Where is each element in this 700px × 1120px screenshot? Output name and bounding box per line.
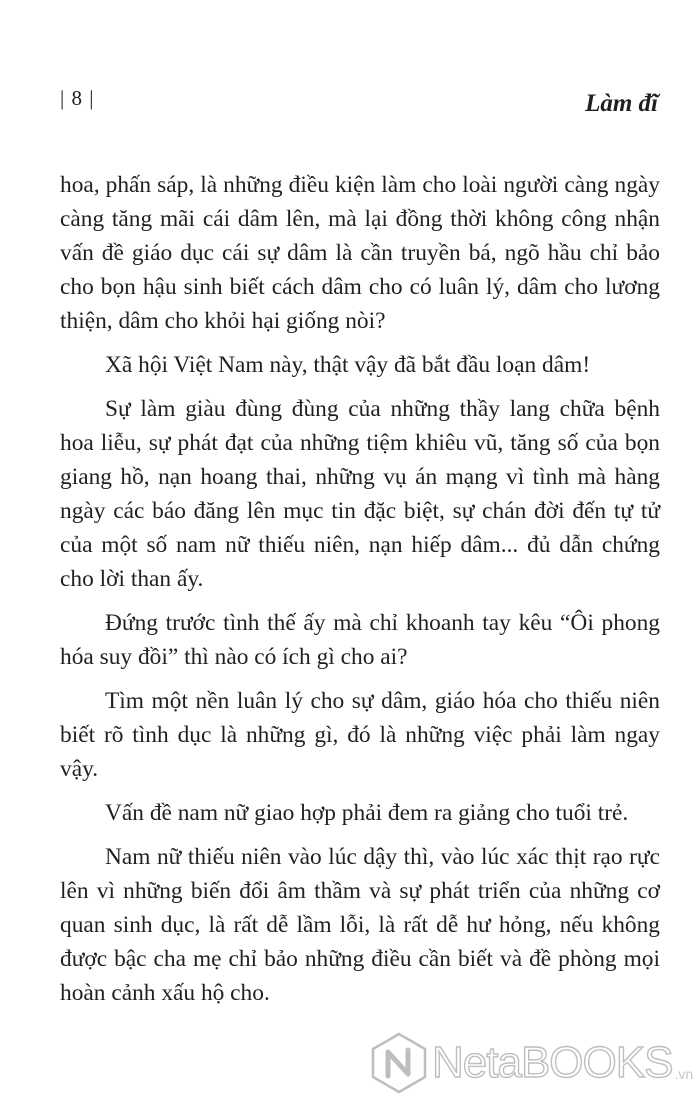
- body-text: [60, 168, 660, 1020]
- netabooks-logo-icon: [370, 1032, 428, 1094]
- running-title: Làm đĩ: [585, 90, 658, 117]
- paragraph: hoa, phấn sáp, là những điều kiện làm cho loài người càng ngày càng tăng mãi cái dâm lên, mà lại đồng thời không công nhận vấn đề giáo dục cái sự dâm là cần truyền bá, ngõ hầu chỉ bảo cho bọn hậu sinh biết cách dâm cho có luân lý, dâm cho lương thiện, dâm cho khỏi hại giống nòi?: [60, 172, 660, 334]
- paragraph: Tìm một nền luân lý cho sự dâm, giáo hóa cho thiếu niên biết rõ tình dục là những gì, đó là những việc phải làm ngay vậy.: [60, 688, 660, 782]
- watermark-brand: NetaBOOKS: [432, 1038, 673, 1087]
- paragraph: Vấn đề nam nữ giao hợp phải đem ra giảng cho tuổi trẻ.: [105, 800, 629, 826]
- paragraph: Sự làm giàu đùng đùng của những thầy lang chữa bệnh hoa liễu, sự phát đạt của những tiệm khiêu vũ, tăng số của bọn giang hồ, nạn hoang thai, những vụ án mạng vì tình mà hàng ngày các báo đăng lên mục tin đặc biệt, sự chán đời đến tự tử của một số nam nữ thiếu niên, nạn hiếp dâm... đủ dẫn chứng cho lời than ấy.: [60, 396, 660, 592]
- paragraph: Nam nữ thiếu niên vào lúc dậy thì, vào lúc xác thịt rạo rực lên vì những biến đổi âm thầm và sự phát triển của những cơ quan sinh dục, là rất dễ lầm lỗi, là rất dễ hư hỏng, nếu không được bậc cha mẹ chỉ bảo những điều cần biết và đề phòng mọi hoàn cảnh xấu hộ cho.: [60, 844, 660, 1006]
- watermark-suffix: .vn: [674, 1066, 694, 1082]
- page-number: | 8 |: [60, 86, 95, 110]
- paragraph: Đứng trước tình thế ấy mà chỉ khoanh tay kêu “Ôi phong hóa suy đồi” thì nào có ích gì cho ai?: [60, 610, 660, 670]
- paragraph: Xã hội Việt Nam này, thật vậy đã bắt đầu loạn dâm!: [105, 352, 591, 378]
- watermark: [370, 1028, 693, 1098]
